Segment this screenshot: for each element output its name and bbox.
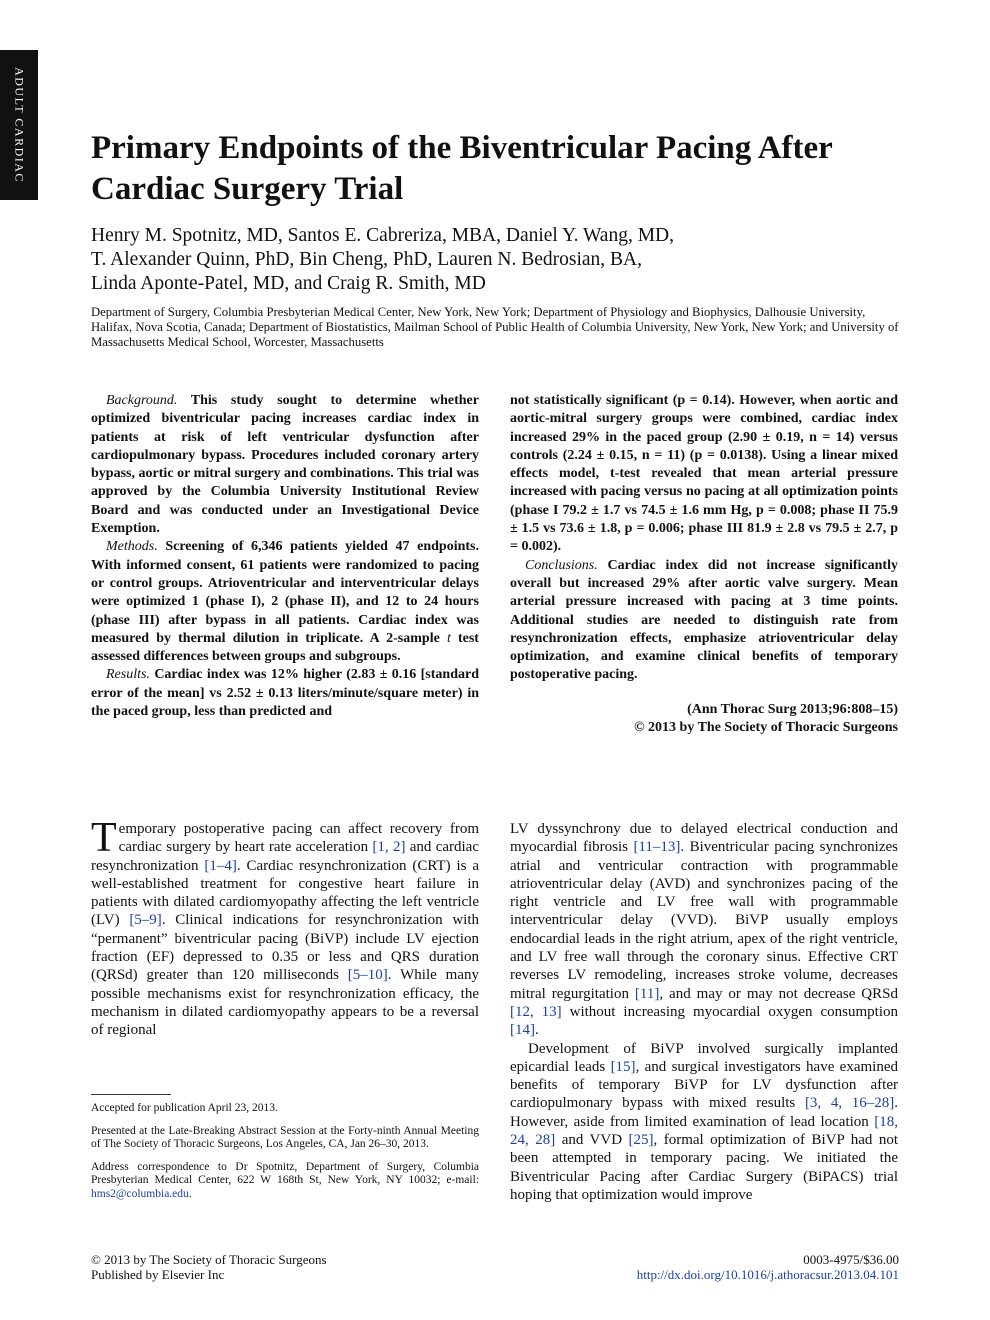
author-list (91, 224, 911, 296)
abstract-results-continued: not statistically significant (p = 0.14). However, when aortic and aortic-mitral surgery groups were combined, cardiac index increased 29% in the paced group (2.90 ± 0.19, n = 14) versus controls (2.24 ± 0.15, n = 11) (p = 0.0138). Using a linear mixed effects model, t-test revealed that mean arterial pressure increased with pacing versus no pacing at all optimization points (phase I 79.2 ± 1.7 vs 74.5 ± 1.6 mm Hg, p = 0.008; phase II 75.9 ± 1.5 vs 73.6 ± 1.8, p = 0.006; phase III 81.9 ± 2.8 vs 79.5 ± 2.7, p = 0.002). (510, 393, 898, 555)
reference-link[interactable]: [5–9] (129, 912, 162, 929)
abstract-results: Results. Cardiac index was 12% higher (2.83 ± 0.16 [standard error of the mean] vs 2.52 ± 0.13 liters/minute/square meter) in the paced group, less than predicted and (91, 667, 479, 720)
abstract-methods: Methods. Screening of 6,346 patients yielded 47 endpoints. With informed consent, 61 patients were randomized to pacing or control groups. Atrioventricular and interventricular delays were optimized 1 (phase I), 2 (phase II), and 12 to 24 hours (phase III) after bypass in all patients. Cardiac index was measured by thermal dilution in triplicate. A 2-sample t test assessed differences between groups and subgroups. (91, 539, 479, 665)
reference-link[interactable]: [14] (510, 1022, 535, 1039)
footer-publisher: Published by Elsevier Inc (91, 1267, 225, 1282)
abstract-left-column (91, 392, 479, 721)
author-line: T. Alexander Quinn, PhD, Bin Cheng, PhD, Lauren N. Bedrosian, BA, (91, 249, 642, 270)
footer-copyright: © 2013 by The Society of Thoracic Surgeons (91, 1252, 327, 1267)
intro-paragraph: Temporary postoperative pacing can affect recovery from cardiac surgery by heart rate acceleration [1, 2] and cardiac resynchronization [1–4]. Cardiac resynchronization (CRT) is a well-established treatment for congestive heart failure in patients with dilated cardiomyopathy affecting the left ventricle (LV) [5–9]. Clinical indications for resynchronization with “permanent” biventricular pacing (BiVP) include LV ejection fraction (EF) depressed to 0.35 or less and QRS duration (QRSd) greater than 120 milliseconds [5–10]. While many possible mechanisms exist for resynchronization efficacy, the mechanism in dilated cardiomyopathy appears to be a reversal of regional (91, 815, 479, 1039)
section-tab (0, 50, 38, 200)
journal-citation: (Ann Thorac Surg 2013;96:808–15) (687, 701, 898, 717)
footnote-divider (91, 1094, 171, 1095)
email-link[interactable]: hms2@columbia.edu (91, 1187, 189, 1200)
reference-link[interactable]: [1, 2] (372, 839, 406, 856)
author-line: Linda Aponte-Patel, MD, and Craig R. Smith, MD (91, 273, 486, 294)
abstract-conclusions: Conclusions. Cardiac index did not increase significantly overall but increased 29% after aortic valve surgery. Mean arterial pressure increased with pacing at 3 time points. Additional studies are needed to distinguish rate from resynchronization effects, emphasize atrioventricular delay optimization, and examine clinical benefits of temporary postoperative pacing. (510, 557, 898, 683)
reference-link[interactable]: [18, 24, 28] (510, 1113, 898, 1149)
correspondence-note: Address correspondence to Dr Spotnitz, Department of Surgery, Columbia Presbyterian Medical Center, 622 W 168th St, New York, NY 10032; e-mail: hms2@columbia.edu. (91, 1160, 479, 1200)
methods-heading: Methods. (106, 539, 158, 555)
abstract-copyright: © 2013 by The Society of Thoracic Surgeons (634, 720, 898, 736)
reference-link[interactable]: [1–4] (204, 857, 237, 874)
reference-link[interactable]: [3, 4, 16–28] (804, 1095, 895, 1112)
author-line: Henry M. Spotnitz, MD, Santos E. Cabreriza, MBA, Daniel Y. Wang, MD, (91, 225, 675, 246)
results-heading: Results. (106, 667, 150, 683)
body-paragraph: LV dyssynchrony due to delayed electrical conduction and myocardial fibrosis [11–13]. Biventricular pacing synchronizes atrial and ventricular contraction with programmable atrioventricular delay (AVD) and synchronizes pacing of the right ventricle and LV free wall with programmable interventricular delay (VVD). BiVP usually employs endocardial leads in the right atrium, apex of the right ventricle, and LV free wall through the coronary sinus. Effective CRT reverses LV remodeling, increases stroke volume, decreases mitral regurgitation [11], and may or may not decrease QRSd [12, 13] without increasing myocardial oxygen consumption [14]. (510, 821, 898, 1039)
body-paragraph: Development of BiVP involved surgically implanted epicardial leads [15], and surgical investigators have examined benefits of temporary BiVP for LV dysfunction after cardiopulmonary bypass with mixed results [3, 4, 16–28]. However, aside from limited examination of lead location [18, 24, 28] and VVD [25], formal optimization of BiVP had not been attempted in temporary pacing. We initiated the Biventricular Pacing after Cardiac Surgery (BiPACS) trial hoping that optimization would improve (510, 1040, 898, 1203)
footer-right (637, 1252, 899, 1282)
reference-link[interactable]: [11] (634, 985, 660, 1002)
accepted-note: Accepted for publication April 23, 2013. (91, 1102, 278, 1114)
reference-link[interactable]: [11–13] (633, 839, 681, 856)
drop-cap: T (91, 815, 117, 861)
footer-issn: 0003-4975/$36.00 (803, 1252, 899, 1267)
abstract-right-column (510, 392, 898, 737)
conclusions-heading: Conclusions. (525, 557, 598, 573)
doi-link[interactable]: http://dx.doi.org/10.1016/j.athoracsur.2013.04.101 (636, 1267, 899, 1282)
background-heading: Background. (106, 393, 178, 408)
body-right-column (510, 820, 898, 1204)
affiliations: Department of Surgery, Columbia Presbyterian Medical Center, New York, New York; Department of Physiology and Biophysics, Dalhousie University, Halifax, Nova Scotia, Canada; Department of Biostatistics, Mailman School of Public Health of Columbia University, New York, New York; and University of Massachusetts Medical School, Worcester, Massachusetts (91, 305, 899, 349)
reference-link[interactable]: [12, 13] (510, 1003, 562, 1020)
reference-link[interactable]: [15] (610, 1058, 636, 1075)
body-left-column (91, 815, 479, 1040)
footnotes (91, 1102, 479, 1210)
presented-note: Presented at the Late-Breaking Abstract Session at the Forty-ninth Annual Meeting of The Society of Thoracic Surgeons, Los Angeles, CA, Jan 26–30, 2013. (91, 1124, 479, 1150)
reference-link[interactable]: [5–10] (347, 967, 388, 984)
abstract-background: Background. This study sought to determine whether optimized biventricular pacing increases cardiac index in patients at risk of left ventricular dysfunction after cardiopulmonary bypass. Procedures included coronary artery bypass, aortic or mitral surgery and combinations. This trial was approved by the Columbia University Institutional Review Board and was conducted under an Investigational Device Exemption. (91, 393, 479, 537)
section-tab-label: ADULT CARDIAC (12, 67, 27, 183)
footer-left (91, 1252, 327, 1282)
article-title: Primary Endpoints of the Biventricular Pacing After Cardiac Surgery Trial (91, 130, 833, 207)
reference-link[interactable]: [25] (628, 1132, 654, 1149)
